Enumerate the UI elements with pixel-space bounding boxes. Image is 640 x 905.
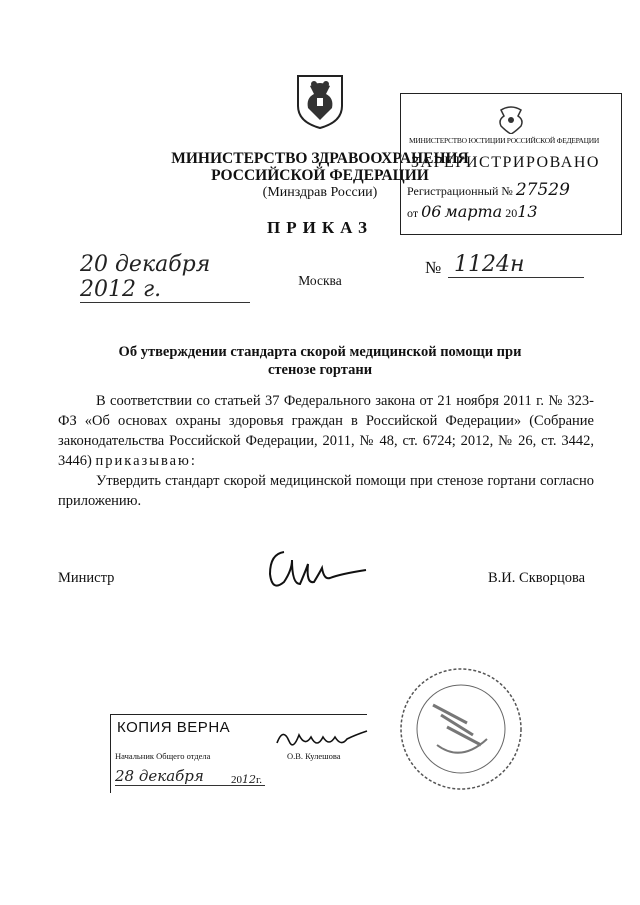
ministry-short-name: (Минздрав России) — [262, 185, 378, 200]
ministry-name-line2: РОССИЙСКОЙ ФЕДЕРАЦИИ — [211, 167, 429, 184]
minister-title: Министр — [58, 570, 115, 586]
copy-stamp-year-value: 12 — [242, 773, 256, 786]
stamp-date-year: 13 — [517, 202, 538, 221]
order-word: приказываю: — [95, 453, 197, 469]
registration-stamp — [400, 93, 622, 235]
stamp-date-day: 06 — [421, 202, 442, 221]
body-paragraph-1 — [58, 391, 594, 471]
copy-stamp-position: Начальник Общего отдела — [115, 751, 211, 761]
stamp-date — [407, 202, 538, 221]
stamp-date-month: марта — [444, 202, 503, 221]
body-paragraph-1-text: В соответствии со статьей 37 Федерального закона от 21 ноября 2011 г. № 323-ФЗ «Об основах охраны здоровья граждан в Российской Федерации» (Собрание законодательства Российской Федерации, 2011, № 48, ст. 6724; 2012, № 26, ст. 3442, 3446) — [58, 393, 594, 469]
body-paragraph-2: Утвердить стандарт скорой медицинской помощи при стенозе гортани согласно приложению. — [58, 473, 594, 509]
copy-stamp-year-suffix: г. — [256, 774, 263, 786]
minister-name: В.И. Скворцова — [488, 570, 586, 586]
stamp-emblem-icon — [491, 104, 531, 134]
reg-number-value: 27529 — [515, 180, 570, 200]
reg-number-label: Регистрационный № — [407, 184, 513, 198]
subject-line1: Об утверждении стандарта скорой медицинской помощи при — [118, 344, 522, 360]
stamp-org: МИНИСТЕРСТВО ЮСТИЦИИ РОССИЙСКОЙ ФЕДЕРАЦИИ — [409, 136, 599, 145]
stamp-reg-number — [407, 180, 570, 200]
copy-stamp-person: О.В. Кулешова — [287, 751, 341, 761]
copy-verified-stamp — [110, 714, 367, 793]
order-subject — [90, 343, 550, 379]
subject-line2: стенозе гортани — [267, 362, 373, 378]
order-date: 20 декабря 2012 г. — [80, 252, 250, 303]
stamp-date-prefix: от — [407, 206, 419, 220]
copy-stamp-title: КОПИЯ ВЕРНА — [117, 719, 231, 736]
minister-signature — [262, 540, 372, 600]
coat-of-arms-emblem — [294, 72, 346, 130]
order-number-label: № — [425, 258, 442, 277]
order-number: 1124н — [448, 252, 584, 278]
copy-stamp-year-prefix: 20 — [231, 774, 242, 786]
stamp-status: ЗАРЕГИСТРИРОВАНО — [411, 154, 600, 171]
round-seal — [397, 665, 525, 793]
stamp-date-year-prefix: 20 — [505, 206, 518, 220]
document-type: ПРИКАЗ — [267, 218, 373, 237]
order-city: Москва — [298, 273, 342, 288]
copy-stamp-year — [231, 773, 262, 786]
order-body — [58, 391, 594, 511]
ministry-name-line1: МИНИСТЕРСТВО ЗДРАВООХРАНЕНИЯ — [171, 150, 469, 167]
copy-stamp-date: 28 декабря — [115, 767, 265, 786]
